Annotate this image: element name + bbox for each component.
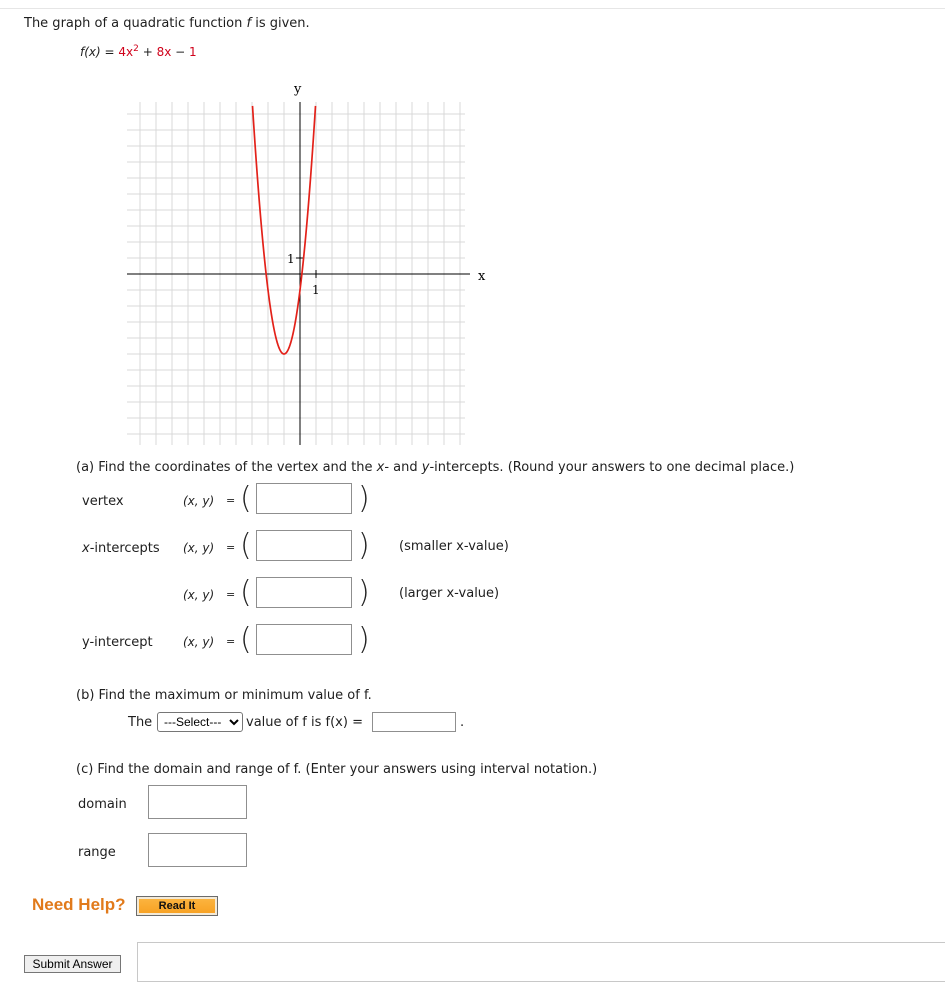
extreme-value-input[interactable]: [372, 712, 456, 732]
domain-input[interactable]: [148, 785, 247, 819]
x-int1-close-paren: ): [358, 528, 370, 563]
y-axis-label: y: [294, 82, 302, 97]
part-b-the: The: [128, 715, 153, 730]
y-int-xy: (x, y): [183, 635, 215, 649]
y-int-open-paren: (: [240, 622, 252, 657]
y-int-close-paren: ): [358, 622, 370, 657]
function-minus: −: [171, 45, 189, 59]
x-intercept-smaller-input[interactable]: [256, 530, 352, 561]
x-int2-close-paren: ): [358, 575, 370, 610]
part-a-text-1: (a) Find the coordinates of the vertex and the: [76, 460, 377, 475]
vertex-input[interactable]: [256, 483, 352, 514]
y-tick-label: 1: [287, 252, 295, 266]
x-axis-label: x: [478, 269, 486, 284]
vertex-label: vertex: [82, 494, 124, 509]
part-a-y: y: [421, 460, 430, 475]
need-help-title: Need Help?: [32, 895, 126, 914]
notes-area[interactable]: [137, 942, 945, 982]
intro-text-after: is given.: [251, 16, 310, 31]
part-a-x: x: [376, 460, 385, 475]
function-term-b: 8x: [156, 45, 172, 59]
vertex-xy: (x, y): [183, 494, 215, 508]
x-int2-xy: (x, y): [183, 588, 215, 602]
x-int2-open-paren: (: [240, 575, 252, 610]
submit-answer-button[interactable]: Submit Answer: [24, 955, 121, 973]
y-intercept-label: y-intercept: [82, 635, 153, 650]
range-label: range: [78, 845, 116, 860]
range-input[interactable]: [148, 833, 247, 867]
vertex-open-paren: (: [240, 481, 252, 516]
part-c-question: (c) Find the domain and range of f. (Enter your answers using interval notation.): [76, 762, 598, 777]
quadratic-graph: [0, 0, 945, 460]
x-intercepts-label: x-intercepts: [82, 541, 160, 556]
part-b-question: (b) Find the maximum or minimum value of f.: [76, 688, 372, 703]
vertex-eq: =: [226, 494, 236, 507]
larger-x-note: (larger x-value): [399, 586, 500, 601]
x-int1-open-paren: (: [240, 528, 252, 563]
read-it-button[interactable]: Read It: [136, 896, 218, 916]
domain-label: domain: [78, 797, 127, 812]
part-b-mid-text: value of f is f(x) =: [246, 715, 363, 730]
function-lhs: f(x): [80, 45, 101, 59]
intro-text: The graph of a quadratic function: [24, 16, 247, 31]
x-int1-xy: (x, y): [183, 541, 215, 555]
y-int-eq: =: [226, 635, 236, 648]
part-a-question: [76, 460, 794, 475]
function-plus: +: [138, 45, 157, 59]
x-int1-eq: =: [226, 541, 236, 554]
y-intercept-input[interactable]: [256, 624, 352, 655]
function-exponent: 2: [133, 44, 139, 54]
max-min-select[interactable]: [157, 712, 243, 732]
smaller-x-note: (smaller x-value): [399, 539, 509, 554]
intro-f: f: [246, 16, 252, 31]
vertex-close-paren: ): [358, 481, 370, 516]
function-eq: =: [100, 45, 119, 59]
function-term-c: 1: [189, 45, 197, 59]
part-b-period: .: [460, 715, 465, 730]
part-a-text-2: - and: [384, 460, 422, 475]
x-int2-eq: =: [226, 588, 236, 601]
x-tick-label: 1: [312, 283, 320, 297]
function-term-a: 4x: [118, 45, 134, 59]
part-a-text-3: -intercepts. (Round your answers to one decimal place.): [429, 460, 795, 475]
x-intercept-larger-input[interactable]: [256, 577, 352, 608]
